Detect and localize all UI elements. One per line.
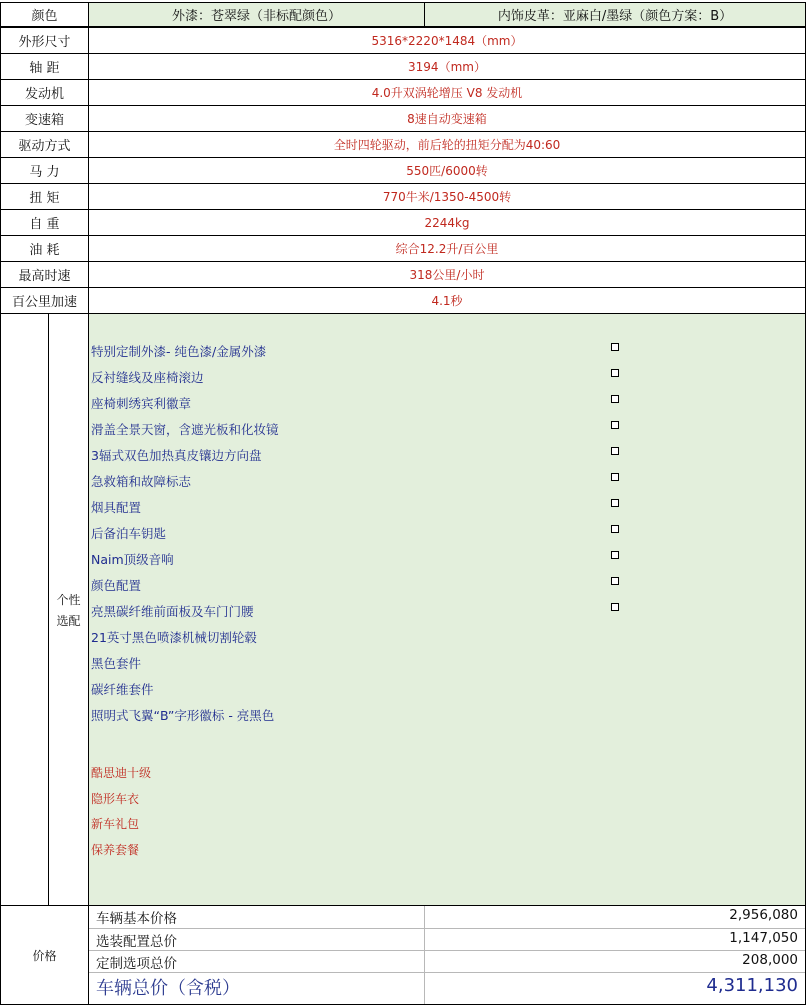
total-price-value: 4,311,130: [706, 975, 798, 996]
spec-value: 全时四轮驱动，前后轮的扭矩分配为40:60: [333, 138, 561, 152]
price-row-label: 选装配置总价: [96, 934, 177, 950]
spec-label: 马 力: [29, 165, 60, 180]
spec-label: 扭 矩: [29, 191, 60, 206]
interior-color: 内饰皮革：亚麻白/墨绿（颜色方案：B）: [497, 9, 733, 24]
option-checkbox[interactable]: [611, 603, 619, 611]
spec-label: 变速箱: [24, 113, 64, 128]
exterior-color: 外漆：苍翠绿（非标配颜色）: [171, 9, 341, 24]
spec-value: 4.1秒: [431, 294, 463, 308]
price-row-label: 定制选项总价: [96, 956, 177, 972]
option-item: 滑盖全景天窗，含遮光板和化妆镜: [91, 422, 279, 437]
option-item: 21英寸黑色喷漆机械切割轮毂: [91, 630, 257, 645]
option-item: 反衬缝线及座椅滚边: [91, 370, 204, 385]
spec-value-cell: [88, 209, 806, 236]
spec-value-cell: [88, 53, 806, 80]
spec-value: 550匹/6000转: [406, 164, 488, 178]
option-item: 亮黑碳纤维前面板及车门门腰: [91, 604, 254, 619]
price-column-divider: [424, 906, 425, 1004]
price-row-value: 2,956,080: [729, 907, 798, 923]
option-item: 3辐式双色加热真皮镶边方向盘: [91, 448, 262, 463]
spec-value-cell: [88, 79, 806, 106]
option-item: 颜色配置: [91, 578, 142, 593]
price-divider: [89, 928, 805, 929]
option-item: 后备泊车钥匙: [91, 526, 167, 541]
spec-value: 8速自动变速箱: [407, 112, 487, 126]
spec-label-cell: [0, 131, 89, 158]
gift-item: 新车礼包: [91, 817, 140, 831]
spec-value: 318公里/小时: [409, 268, 485, 282]
spec-value-cell: [88, 287, 806, 314]
option-item: Naim顶级音响: [91, 552, 174, 567]
price-divider: [89, 950, 805, 951]
option-checkbox[interactable]: [611, 421, 619, 429]
spec-label: 外形尺寸: [18, 35, 71, 50]
spec-label: 百公里加速: [11, 295, 77, 310]
option-item: 座椅刺绣宾利徽章: [91, 396, 192, 411]
option-checkbox[interactable]: [611, 499, 619, 507]
options-outer-left: [0, 313, 49, 906]
options-label-cell: [48, 313, 89, 906]
interior-color-cell: [424, 2, 806, 27]
color-label: 颜色: [31, 9, 58, 24]
option-item: 特别定制外漆- 纯色漆/金属外漆: [91, 344, 267, 359]
spec-value-cell: [88, 105, 806, 132]
color-label-cell: [0, 2, 89, 27]
spec-value-cell: [88, 235, 806, 262]
option-item: 急救箱和故障标志: [91, 474, 192, 489]
spec-label-cell: [0, 287, 89, 314]
spec-label-cell: [0, 157, 89, 184]
spec-label: 驱动方式: [18, 139, 71, 154]
spec-label: 自 重: [29, 217, 60, 232]
spec-value-cell: [88, 27, 806, 54]
spec-value: 770牛米/1350-4500转: [382, 190, 512, 204]
gift-item: 保养套餐: [91, 843, 140, 857]
option-checkbox[interactable]: [611, 447, 619, 455]
spec-value-cell: [88, 183, 806, 210]
spec-value: 综合12.2升/百公里: [395, 242, 499, 256]
spec-label-cell: [0, 79, 89, 106]
exterior-color-cell: [88, 2, 425, 27]
spec-label: 发动机: [24, 87, 64, 102]
option-checkbox[interactable]: [611, 395, 619, 403]
spec-label-cell: [0, 27, 89, 54]
option-checkbox[interactable]: [611, 369, 619, 377]
total-price-label: 车辆总价（含税）: [96, 978, 240, 998]
option-item: 烟具配置: [91, 500, 142, 515]
price-row-value: 208,000: [742, 952, 798, 968]
option-checkbox[interactable]: [611, 577, 619, 585]
spec-label-cell: [0, 53, 89, 80]
option-item: 黑色套件: [91, 656, 142, 671]
spec-value: 3194（mm）: [408, 60, 486, 74]
option-item: 碳纤维套件: [91, 682, 154, 697]
spec-value-cell: [88, 261, 806, 288]
spec-value-cell: [88, 131, 806, 158]
spec-label: 轴 距: [29, 61, 60, 76]
option-checkbox[interactable]: [611, 473, 619, 481]
spec-value: 2244kg: [424, 215, 470, 230]
options-label-line2: 选配: [56, 613, 81, 628]
spec-value: 4.0升双涡轮增压 V8 发动机: [371, 86, 523, 100]
spec-label-cell: [0, 105, 89, 132]
spec-value-cell: [88, 157, 806, 184]
price-label: 价格: [32, 948, 57, 963]
spec-label: 油 耗: [29, 243, 60, 258]
spec-value: 5316*2220*1484（mm）: [371, 34, 523, 48]
options-label-line1: 个性: [56, 592, 81, 607]
spec-label-cell: [0, 235, 89, 262]
price-label-cell: [0, 905, 89, 1005]
price-divider: [89, 972, 805, 973]
spec-label-cell: [0, 261, 89, 288]
option-checkbox[interactable]: [611, 525, 619, 533]
option-checkbox[interactable]: [611, 551, 619, 559]
spec-label-cell: [0, 183, 89, 210]
spec-label-cell: [0, 209, 89, 236]
option-item: 照明式飞翼“B”字形徽标 - 亮黑色: [91, 708, 275, 723]
gift-item: 酷思迪十级: [91, 766, 152, 780]
option-checkbox[interactable]: [611, 343, 619, 351]
price-row-label: 车辆基本价格: [96, 911, 177, 927]
spec-label: 最高时速: [18, 269, 71, 284]
price-row-value: 1,147,050: [729, 930, 798, 946]
gift-item: 隐形车衣: [91, 792, 140, 806]
